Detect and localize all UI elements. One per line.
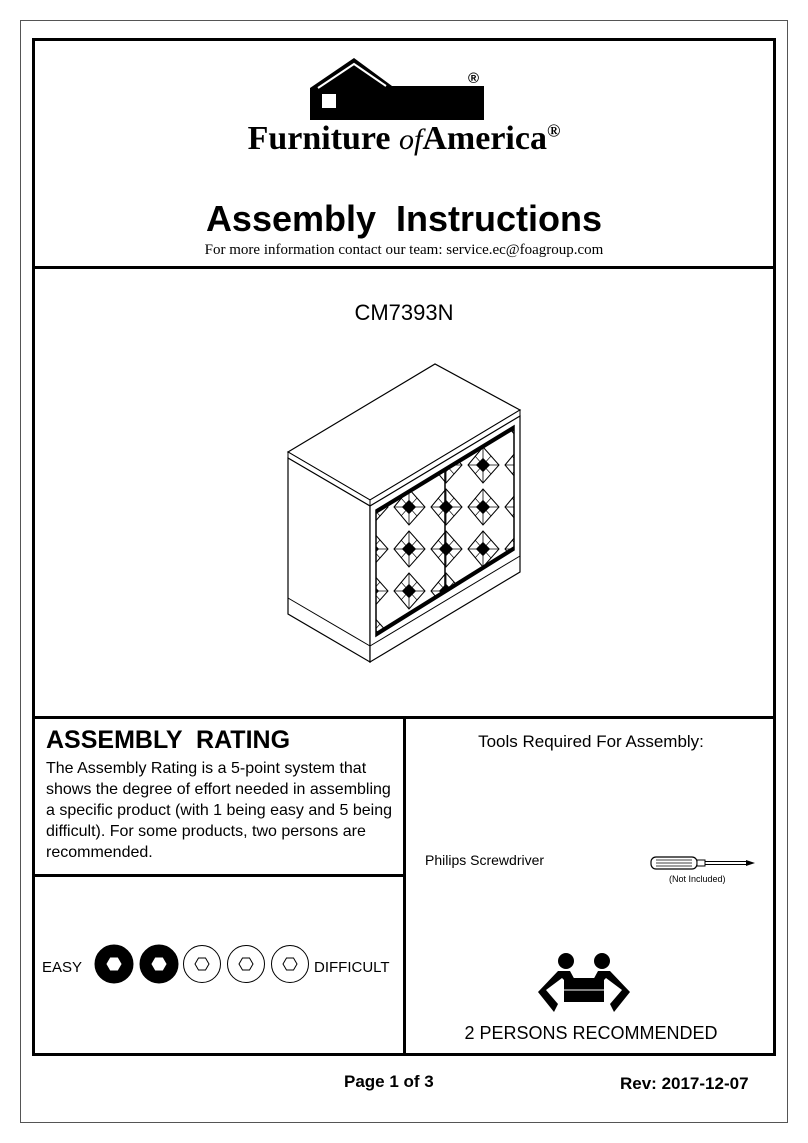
rating-dot-empty: [226, 944, 266, 984]
logo-registered-mark: ®: [468, 70, 480, 87]
page-number: Page 1 of 3: [344, 1072, 434, 1091]
section-divider: [403, 716, 406, 1056]
assembly-rating-description: The Assembly Rating is a 5-point system that shows the degree of effort needed in assembling a specific product (with 1 being easy and 5 being difficult). For some products, two persons are recommended.: [46, 760, 392, 861]
rating-divider: [32, 874, 405, 877]
page-title: Assembly Instructions: [205, 198, 603, 239]
rating-dot-empty: [182, 944, 222, 984]
assembly-rating-heading: ASSEMBLY RATING: [46, 726, 291, 754]
brand-name-of: of: [399, 123, 423, 156]
brand-name-america: America: [422, 120, 547, 157]
rating-dot-filled: [139, 944, 179, 984]
persons-recommended-label: 2 PERSONS RECOMMENDED: [464, 1023, 718, 1043]
brand-registered-mark: ®: [546, 120, 561, 141]
contact-line: For more information contact our team: service.ec@foagroup.com: [204, 242, 604, 258]
tools-heading: Tools Required For Assembly:: [478, 732, 704, 751]
tool-note: (Not Included): [669, 874, 726, 884]
model-number: CM7393N: [354, 300, 454, 325]
easy-label: EASY: [42, 959, 83, 976]
rating-dot-filled: [94, 944, 134, 984]
revision-date: Rev: 2017-12-07: [620, 1074, 749, 1093]
header-divider: [32, 266, 776, 269]
house-logo-icon: [308, 56, 488, 122]
nightstand-illustration: [280, 360, 530, 670]
rating-dot-empty: [270, 944, 310, 984]
tool-name: Philips Screwdriver: [425, 852, 545, 868]
two-persons-icon: [536, 952, 632, 1016]
difficult-label: DIFFICULT: [314, 959, 390, 976]
brand-name: [0, 120, 808, 158]
brand-name-furniture: Furniture: [247, 120, 391, 157]
screwdriver-icon: [650, 854, 756, 872]
